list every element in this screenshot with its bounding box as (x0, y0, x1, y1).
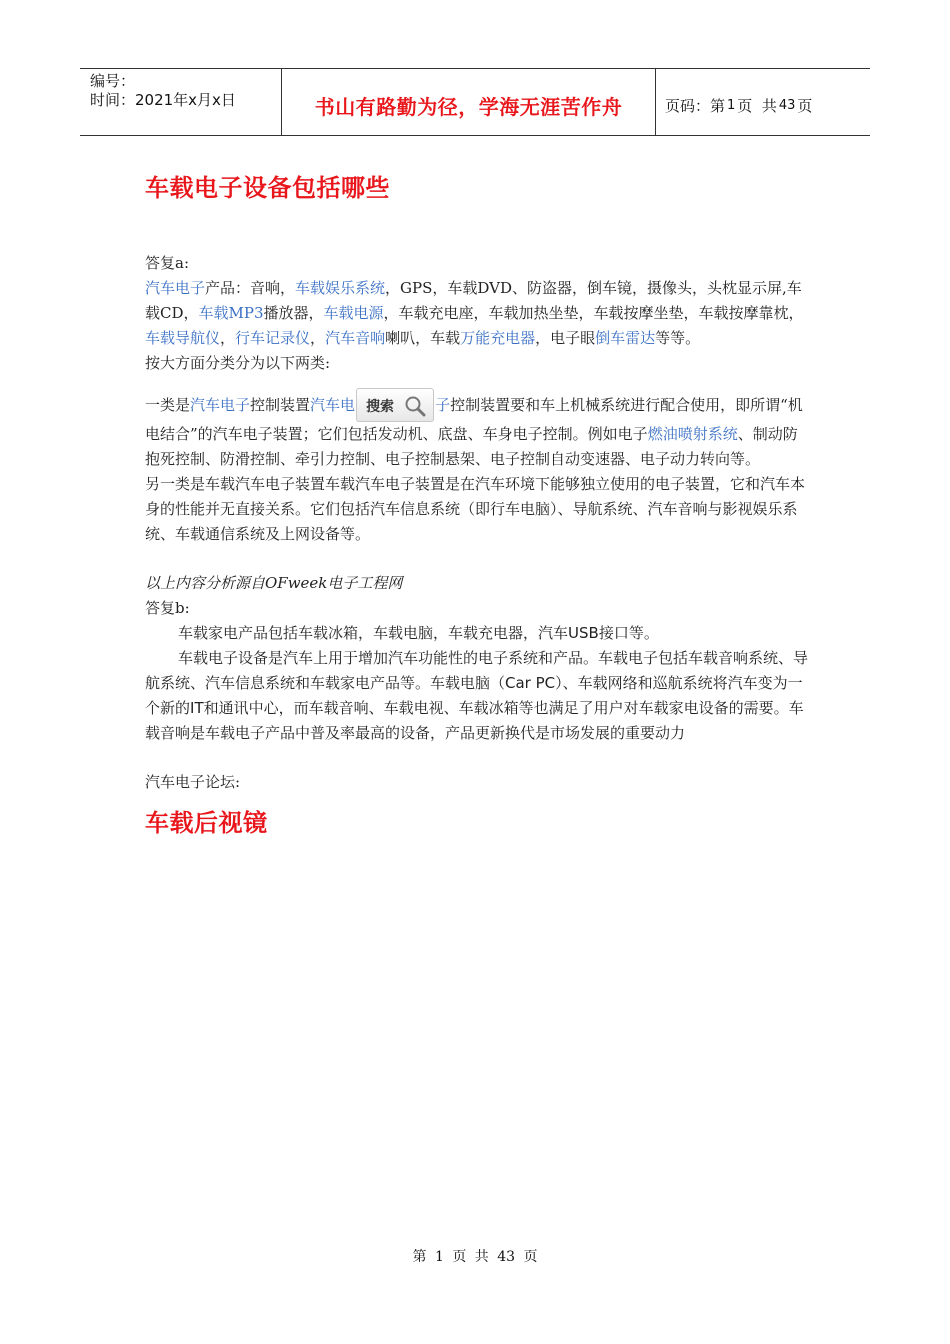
answer-b-paragraph-2 (145, 646, 810, 746)
page-suffix: 页 (797, 96, 813, 115)
page-footer (0, 1246, 950, 1266)
car-pc-text: Car PC (505, 674, 556, 692)
cat1-text: 、制动防抱死控制、防滑控制、牵引力控制、电子控制悬架、电子控制自动变速器、电子动力转向等。 (145, 425, 798, 468)
link-auto-electronics-2-tail[interactable]: 子 (435, 396, 451, 414)
text: 喇叭，车载 (385, 329, 461, 347)
text: 和通讯中心，而车载音响、车载电视、车载冰箱等也满足了用户对车载家电设备的需要。车载音响是车载电子产品中普及率最高的设备，产品更新换代是市场发展的重要动力 (145, 699, 804, 742)
main-content (145, 168, 810, 838)
text: ，电子眼 (535, 329, 596, 347)
search-button[interactable] (356, 388, 434, 422)
category-two-paragraph: 另一类是车载汽车电子装置车载汽车电子装置是在汽车环境下能够独立使用的电子装置，它和汽车本身的性能并无直接关系。它们包括汽车信息系统（即行车电脑）、导航系统、汽车音响与影视娱乐系统、车载通信系统及上网设备等。 (145, 475, 806, 543)
text: 等等。 (655, 329, 701, 347)
magnifier-icon (404, 395, 426, 417)
text: ，GPS，车载DVD、防盗器，倒车镜，摄像头，头枕显示屏,车载CD， (145, 279, 802, 322)
link-fuel-injection[interactable]: 燃油喷射系统 (647, 425, 738, 443)
text: 接口等。 (598, 624, 659, 642)
header-page-number (656, 69, 870, 135)
answer-b-label: 答复b: (145, 599, 190, 617)
it-text: IT (190, 699, 204, 717)
keyword-link[interactable]: 车载导航仪 (145, 329, 221, 347)
page-current: 1 (727, 97, 736, 113)
keyword-link[interactable]: 车载MP3 (198, 304, 264, 322)
footer-prefix: 第 (412, 1249, 427, 1265)
answer-b-paragraph-1 (145, 621, 810, 646)
cat1-text: 控制装置 (250, 396, 311, 414)
page-header (80, 68, 870, 136)
header-motto: 书山有路勤为径，学海无涯苦作舟 (282, 69, 656, 135)
link-auto-electronics-2[interactable]: 汽车电 (310, 396, 356, 414)
answer-a-product-list (145, 276, 810, 351)
link-auto-electronics[interactable]: 汽车电子 (190, 396, 251, 414)
footer-mid: 页 共 (452, 1249, 489, 1265)
page-prefix: 页码：第 (665, 96, 726, 115)
search-button-label: 搜索 (366, 399, 395, 415)
usb-text: USB (568, 624, 599, 642)
page-mid: 页 共 (737, 96, 777, 115)
section-title-rearview-mirror: 车载后视镜 (145, 809, 268, 837)
doc-number-label: 编号： (90, 72, 136, 90)
keyword-link[interactable]: 汽车音响 (325, 329, 386, 347)
footer-current: 1 (434, 1249, 444, 1265)
page-total: 43 (778, 97, 796, 113)
page-title: 车载电子设备包括哪些 (145, 174, 390, 202)
footer-total: 43 (497, 1249, 516, 1265)
source-note: 以上内容分析源自OFweek电子工程网 (145, 574, 403, 592)
footer-suffix: 页 (523, 1249, 538, 1265)
doc-date: 时间：2021年x月x日 (90, 91, 236, 109)
header-meta-cell (80, 69, 282, 135)
keyword-link[interactable]: 万能充电器 (460, 329, 536, 347)
text: ）、车载网络和巡航系统将汽车变为一个新的 (145, 674, 803, 717)
answer-a-label: 答复a: (145, 254, 189, 272)
cat1-text: 一类是 (145, 396, 191, 414)
classify-intro: 按大方面分类分为以下两类: (145, 354, 331, 372)
text: 车载电子设备是汽车上用于增加汽车功能性的电子系统和产品。车载电子包括车载音响系统、导航系统、汽车信息系统和车载家电产品等。车载电脑（ (145, 649, 809, 692)
category-one-paragraph (145, 388, 810, 472)
keyword-link[interactable]: 倒车雷达 (595, 329, 656, 347)
keyword-link[interactable]: 汽车电子 (145, 279, 206, 297)
text: ， (310, 329, 326, 347)
keyword-link[interactable]: 行车记录仪 (235, 329, 311, 347)
text: ， (220, 329, 236, 347)
cat1-text: 控制装置要和车上机械系统进行配合使用，即所谓“机电结合”的汽车电子装置；它们包括发动机、底盘、车身电子控制。例如电子 (145, 396, 803, 443)
forum-label: 汽车电子论坛: (145, 773, 241, 791)
keyword-link[interactable]: 车载娱乐系统 (295, 279, 386, 297)
text: 产品：音响， (205, 279, 296, 297)
text: ，车载充电座，车载加热坐垫，车载按摩坐垫，车载按摩靠枕， (383, 304, 804, 322)
text: 播放器， (263, 304, 324, 322)
text: 车载家电产品包括车载冰箱，车载电脑，车载充电器，汽车 (178, 624, 569, 642)
keyword-link[interactable]: 车载电源 (323, 304, 384, 322)
